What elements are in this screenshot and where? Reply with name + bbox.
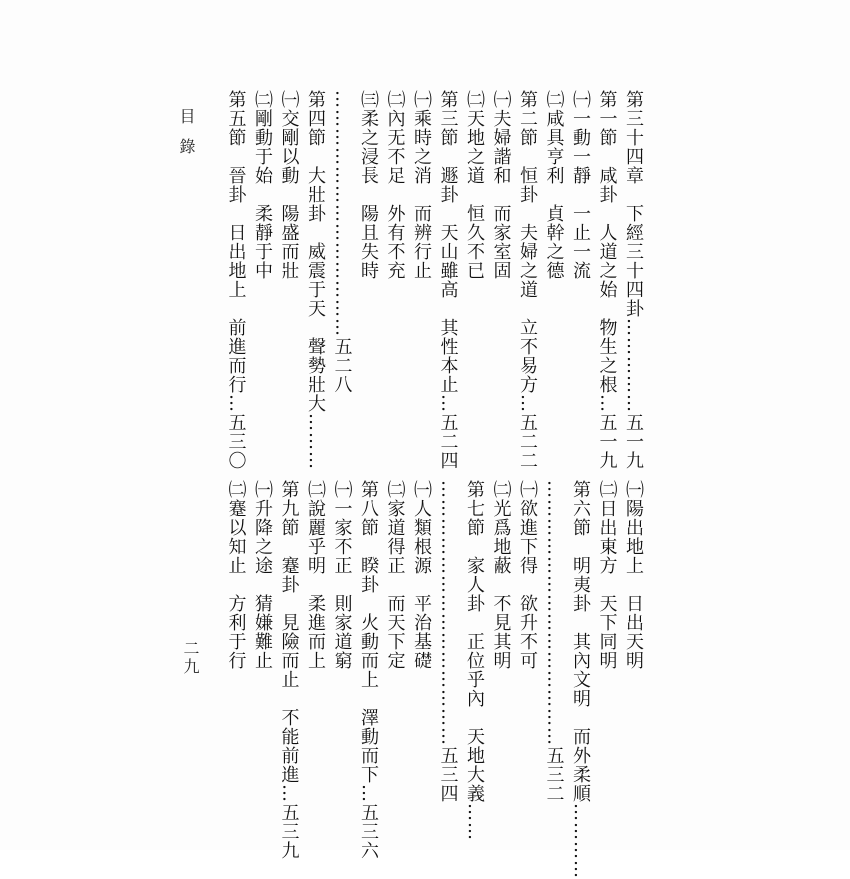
toc-lower-line: 第六節 明夷卦 其內文明 而外柔順………… bbox=[570, 480, 591, 879]
toc-upper-line: ㈡內无不足 外有不充 bbox=[384, 90, 406, 280]
toc-lower-line: 第七節 家人卦 正位乎內 天地大義…… bbox=[464, 480, 485, 841]
toc-lower-line: ㈠欲進下得 欲升不可 bbox=[517, 480, 538, 670]
toc-lower-line: ㈠人類根源 平治基礎 bbox=[411, 480, 432, 670]
toc-lower-line: ……………………………………五三二 bbox=[543, 480, 565, 803]
running-head-title: 目錄 bbox=[177, 108, 196, 168]
toc-upper-line: ㈢柔之浸長 陽且失時 bbox=[358, 90, 379, 280]
toc-lower-line: ……………………………………五三四 bbox=[437, 480, 459, 803]
toc-upper-line: 第一節 咸卦 人道之始 物生之根…五一九 bbox=[596, 90, 618, 470]
toc-upper-line: ㈡天地之道 恒久不已 bbox=[464, 90, 485, 280]
toc-lower-line: ㈠一家不正 則家道窮 bbox=[331, 480, 353, 670]
toc-upper-line: ㈡剛動于始 柔靜于中 bbox=[252, 90, 273, 280]
toc-lower-line: 第八節 睽卦 火動而上 澤動而下…五三六 bbox=[358, 480, 379, 860]
toc-upper-line: ㈠交剛以動 陽盛而壯 bbox=[278, 90, 300, 280]
toc-upper-line: …………………………………五二八 bbox=[331, 90, 353, 394]
toc-lower-line: ㈡日出東方 天下同明 bbox=[596, 480, 618, 670]
toc-lower-line: ㈡說麗乎明 柔進而上 bbox=[305, 480, 326, 670]
toc-upper-line: ㈡咸具亨利 貞幹之德 bbox=[543, 90, 565, 280]
page-number: 二九 bbox=[181, 640, 200, 676]
toc-lower-line: ㈡蹇以知止 方利于行 bbox=[225, 480, 247, 670]
toc-lower-line: ㈡光爲地蔽 不見其明 bbox=[490, 480, 512, 670]
toc-lower-line: ㈡家道得正 而天下定 bbox=[384, 480, 406, 670]
toc-lower-line: ㈠陽出地上 日出天明 bbox=[623, 480, 644, 670]
toc-upper-line: 第三節 遯卦 天山雖高 其性本止…五二四 bbox=[437, 90, 459, 470]
toc-upper-line: ㈠一動一靜 一止一流 bbox=[570, 90, 591, 280]
toc-upper-line: 第三十四章 下經三十四卦……………五一九 bbox=[623, 90, 644, 470]
toc-upper-line: 第二節 恒卦 夫婦之道 立不易方…五二二 bbox=[517, 90, 538, 470]
toc-upper-line: 第五節 晉卦 日出地上 前進而行…五三〇 bbox=[225, 90, 247, 470]
toc-lower-line: ㈠升降之途 猜嫌難止 bbox=[252, 480, 273, 670]
toc-upper-line: ㈠夫婦諧和 而家室固 bbox=[490, 90, 512, 280]
toc-upper-line: ㈠乘時之消 而辨行止 bbox=[411, 90, 432, 280]
toc-upper-line: 第四節 大壯卦 威震于天 聲勢壯大……… bbox=[305, 90, 326, 470]
toc-lower-line: 第九節 蹇卦 見險而止 不能前進…五三九 bbox=[278, 480, 300, 860]
